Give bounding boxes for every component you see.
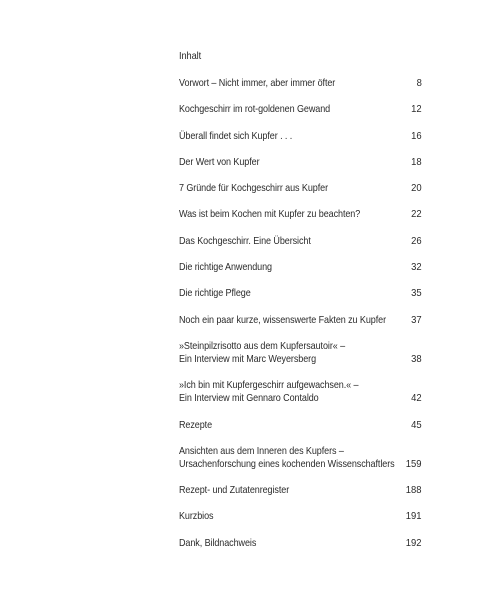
toc-entry[interactable] — [179, 130, 422, 143]
toc-entry[interactable] — [179, 419, 422, 432]
toc-entry-page-number: 32 — [411, 261, 422, 274]
toc-entry-title-line: Rezepte — [179, 418, 213, 431]
toc-entry-page-number: 20 — [411, 182, 422, 195]
toc-entry-title-line: Die richtige Pflege — [179, 287, 251, 300]
toc-heading: Inhalt — [179, 50, 202, 62]
toc-entry-page-number: 26 — [411, 234, 422, 247]
toc-entry-title — [179, 444, 395, 471]
toc-entry-title — [179, 484, 366, 497]
toc-entry[interactable] — [179, 379, 422, 405]
toc-entry-page-number: 22 — [411, 208, 422, 221]
toc-entry[interactable] — [179, 287, 422, 300]
toc-entry-title — [179, 182, 366, 195]
toc-entry[interactable] — [179, 103, 422, 116]
toc-entry-page-number: 191 — [406, 510, 422, 523]
toc-entry[interactable] — [179, 445, 422, 471]
toc-entry[interactable] — [179, 510, 422, 523]
toc-entry-title — [179, 208, 366, 221]
toc-entry-title — [179, 510, 366, 523]
toc-entry-title — [179, 340, 366, 366]
toc-entry[interactable] — [179, 314, 422, 327]
toc-entry[interactable] — [179, 484, 422, 497]
toc-entry-title — [179, 287, 366, 300]
toc-entry-title — [179, 103, 366, 116]
toc-list — [179, 77, 422, 550]
toc-entry-title-line: »Steinpilzrisotto aus dem Kupfersautoir« – — [179, 339, 346, 352]
toc-entry[interactable] — [179, 182, 422, 195]
toc-entry-title-line: Dank, Bildnachweis — [179, 536, 257, 549]
toc-entry-page-number: 12 — [411, 103, 422, 116]
toc-entry[interactable] — [179, 537, 422, 550]
toc-entry-title-line: Kochgeschirr im rot-goldenen Gewand — [179, 103, 331, 116]
toc-entry-page-number: 42 — [411, 392, 422, 405]
toc-entry-page-number: 35 — [411, 287, 422, 300]
toc-entry-title-line: Kurzbios — [179, 510, 214, 523]
toc-entry-page-number: 38 — [411, 352, 422, 365]
toc-entry[interactable] — [179, 235, 422, 248]
toc-entry-title-line: Ein Interview mit Gennaro Contaldo — [179, 392, 319, 405]
toc-entry[interactable] — [179, 340, 422, 366]
toc-entry-page-number: 18 — [411, 155, 422, 168]
toc-entry[interactable] — [179, 261, 422, 274]
toc-entry-title-line: Noch ein paar kurze, wissenswerte Fakten zu Kupfer — [179, 313, 387, 326]
toc-entry-title-line: Was ist beim Kochen mit Kupfer zu beachten? — [179, 208, 361, 221]
toc-entry-page-number: 192 — [406, 536, 422, 549]
toc-entry-page-number: 8 — [416, 77, 422, 89]
toc-entry-title-line: Ursachenforschung eines kochenden Wissenschaftlers — [179, 457, 395, 470]
toc-entry-title-line: Die richtige Anwendung — [179, 261, 272, 274]
toc-entry-title-line: Der Wert von Kupfer — [179, 155, 260, 168]
toc-entry-title-line: 7 Gründe für Kochgeschirr aus Kupfer — [179, 182, 328, 195]
toc-entry-title — [179, 313, 387, 327]
toc-entry-title — [179, 537, 366, 550]
toc-entry-page-number: 37 — [411, 313, 422, 326]
toc-entry-title — [179, 379, 366, 405]
toc-entry-title-line: Ansichten aus dem Inneren des Kupfers – — [179, 444, 344, 457]
toc-entry[interactable] — [179, 208, 422, 221]
toc-entry-page-number: 45 — [411, 418, 422, 431]
toc-entry-title — [179, 419, 366, 432]
toc-entry-title-line: Ein Interview mit Marc Weyersberg — [179, 352, 317, 365]
toc-entry-title — [179, 235, 366, 248]
toc-entry-title — [179, 77, 366, 90]
toc-entry-title-line: Rezept- und Zutatenregister — [179, 484, 290, 497]
toc-entry-page-number: 16 — [411, 129, 422, 142]
toc-entry-page-number: 159 — [406, 457, 422, 470]
toc-entry-title-line: »Ich bin mit Kupfergeschirr aufgewachsen.« – — [179, 379, 359, 392]
toc-entry-title — [179, 130, 366, 143]
toc-entry-title — [179, 261, 366, 274]
toc-entry[interactable] — [179, 77, 422, 90]
toc-entry-title-line: Das Kochgeschirr. Eine Übersicht — [179, 234, 311, 247]
toc-entry-page-number: 188 — [406, 484, 422, 497]
toc-entry-title — [179, 156, 366, 169]
toc-entry-title-line: Überall findet sich Kupfer . . . — [179, 129, 293, 142]
toc-entry-title-line: Vorwort – Nicht immer, aber immer öfter — [179, 77, 336, 89]
toc-entry[interactable] — [179, 156, 422, 169]
